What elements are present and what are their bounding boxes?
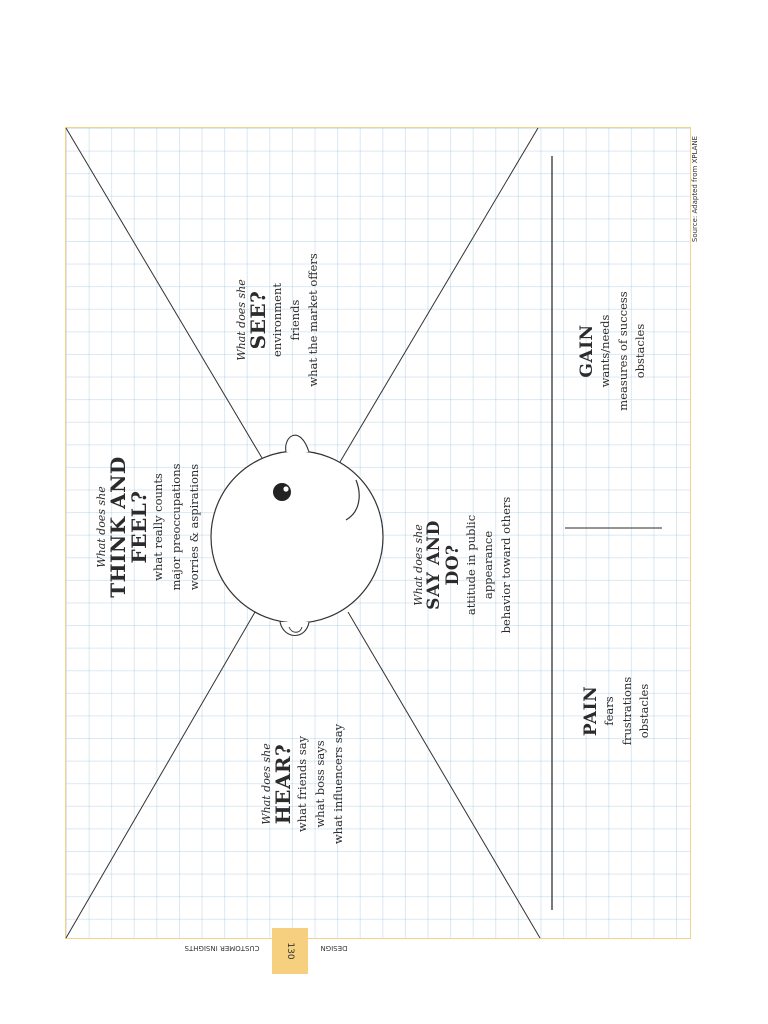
think-feel-quadrant [95, 427, 201, 627]
hear-item: what friends say [295, 735, 310, 833]
diagonal-top-left [66, 128, 262, 458]
pain-heading: PAIN [581, 685, 601, 737]
think-feel-heading-line1: THINK AND [106, 456, 131, 598]
running-head-left: CUSTOMER INSIGHTS [184, 944, 260, 952]
running-head-right: DESIGN [320, 944, 348, 952]
gain-item: wants/needs [597, 314, 612, 388]
gain-item: obstacles [633, 323, 648, 379]
see-question: What does she [235, 279, 248, 361]
say-do-heading-line1: SAY AND [424, 520, 445, 610]
see-heading: SEE? [246, 290, 271, 350]
hear-question: What does she [260, 743, 273, 825]
hear-quadrant [260, 684, 345, 884]
say-do-item: behavior toward others [499, 496, 514, 634]
say-do-question: What does she [412, 524, 425, 606]
gain-item: measures of success [615, 291, 630, 411]
page-number: 130 [285, 942, 295, 960]
gain-heading: GAIN [577, 324, 597, 378]
pain-item: fears [601, 696, 616, 726]
think-feel-question: What does she [95, 486, 108, 568]
say-do-item: attitude in public [463, 514, 478, 616]
say-do-item: appearance [481, 530, 496, 600]
say-do-quadrant [412, 465, 536, 665]
say-do-heading-line2: DO? [442, 544, 463, 586]
think-feel-heading-line2: FEEL? [127, 490, 152, 564]
hear-item: what boss says [313, 740, 327, 828]
think-feel-item: worries & aspirations [186, 463, 201, 591]
hear-heading: HEAR? [271, 743, 296, 825]
see-quadrant [235, 220, 335, 420]
diagonal-top-right [340, 128, 538, 462]
pain-section [582, 651, 662, 771]
see-item: friends [288, 299, 302, 341]
head-illustration [211, 435, 383, 635]
pain-item: obstacles [637, 683, 652, 739]
hear-item: what influencers say [330, 723, 345, 845]
source-note: Source: Adapted from XPLANE [691, 135, 699, 243]
think-feel-item: what really counts [151, 473, 166, 581]
see-item: environment [270, 283, 285, 357]
gain-section [578, 281, 658, 421]
pain-item: frustrations [619, 676, 634, 746]
think-feel-item: major preoccupations [169, 463, 183, 591]
see-item: what the market offers [305, 253, 320, 387]
diagonal-bottom-left [66, 612, 255, 938]
